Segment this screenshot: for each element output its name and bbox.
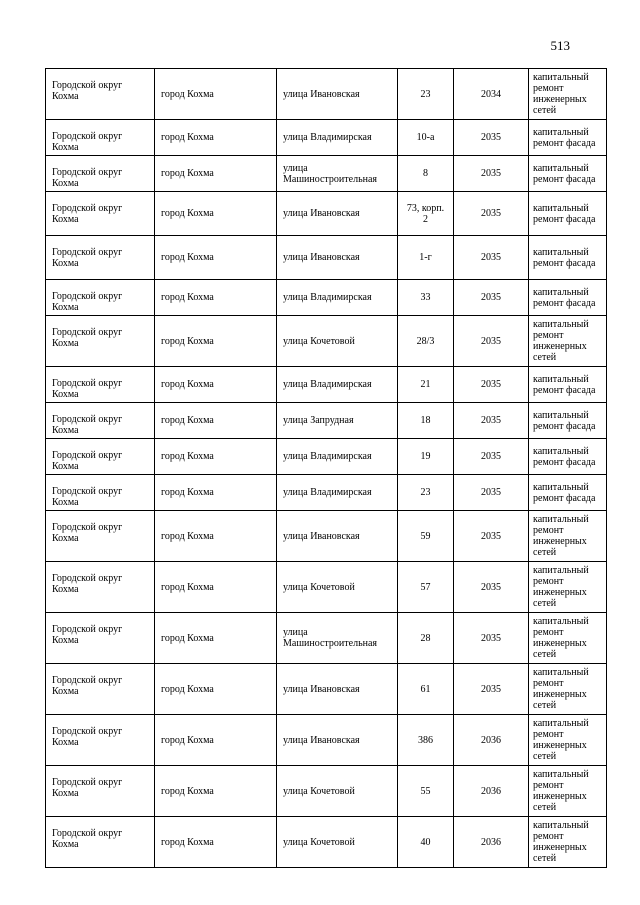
cell-region: Городской округ Кохма bbox=[46, 562, 155, 613]
cell-year: 2035 bbox=[454, 403, 529, 439]
cell-city: город Кохма bbox=[155, 766, 277, 817]
table-row bbox=[46, 511, 607, 562]
cell-street: улица Кочетовой bbox=[277, 316, 398, 367]
cell-house-number: 28/3 bbox=[398, 316, 454, 367]
cell-street: улица Кочетовой bbox=[277, 766, 398, 817]
cell-house-number: 18 bbox=[398, 403, 454, 439]
cell-work-type: капитальный ремонт фасада bbox=[529, 120, 607, 156]
cell-house-number: 23 bbox=[398, 69, 454, 120]
table-row bbox=[46, 439, 607, 475]
cell-city: город Кохма bbox=[155, 280, 277, 316]
cell-year: 2035 bbox=[454, 475, 529, 511]
cell-region: Городской округ Кохма bbox=[46, 613, 155, 664]
cell-street: улица Кочетовой bbox=[277, 562, 398, 613]
cell-work-type: капитальный ремонт инженерных сетей bbox=[529, 511, 607, 562]
cell-house-number: 61 bbox=[398, 664, 454, 715]
cell-city: город Кохма bbox=[155, 156, 277, 192]
table-row bbox=[46, 766, 607, 817]
cell-house-number: 59 bbox=[398, 511, 454, 562]
cell-city: город Кохма bbox=[155, 817, 277, 868]
cell-region: Городской округ Кохма bbox=[46, 817, 155, 868]
cell-house-number: 57 bbox=[398, 562, 454, 613]
cell-work-type: капитальный ремонт фасада bbox=[529, 156, 607, 192]
cell-house-number: 8 bbox=[398, 156, 454, 192]
table-row bbox=[46, 613, 607, 664]
cell-region: Городской округ Кохма bbox=[46, 511, 155, 562]
cell-region: Городской округ Кохма bbox=[46, 69, 155, 120]
table-row bbox=[46, 715, 607, 766]
cell-street: улица Ивановская bbox=[277, 192, 398, 236]
cell-region: Городской округ Кохма bbox=[46, 192, 155, 236]
cell-year: 2036 bbox=[454, 715, 529, 766]
cell-year: 2035 bbox=[454, 236, 529, 280]
cell-year: 2035 bbox=[454, 280, 529, 316]
cell-city: город Кохма bbox=[155, 439, 277, 475]
cell-region: Городской округ Кохма bbox=[46, 280, 155, 316]
repair-schedule-table bbox=[45, 68, 607, 868]
cell-street: улица Ивановская bbox=[277, 511, 398, 562]
cell-year: 2036 bbox=[454, 766, 529, 817]
cell-year: 2036 bbox=[454, 817, 529, 868]
cell-work-type: капитальный ремонт фасада bbox=[529, 192, 607, 236]
cell-year: 2035 bbox=[454, 120, 529, 156]
table-row bbox=[46, 367, 607, 403]
table-row bbox=[46, 817, 607, 868]
cell-work-type: капитальный ремонт фасада bbox=[529, 403, 607, 439]
cell-street: улица Запрудная bbox=[277, 403, 398, 439]
cell-house-number: 23 bbox=[398, 475, 454, 511]
cell-street: улица Ивановская bbox=[277, 236, 398, 280]
cell-house-number: 1-г bbox=[398, 236, 454, 280]
cell-region: Городской округ Кохма bbox=[46, 766, 155, 817]
cell-house-number: 19 bbox=[398, 439, 454, 475]
cell-work-type: капитальный ремонт инженерных сетей bbox=[529, 562, 607, 613]
cell-street: улица Кочетовой bbox=[277, 817, 398, 868]
cell-year: 2035 bbox=[454, 192, 529, 236]
cell-year: 2035 bbox=[454, 562, 529, 613]
cell-region: Городской округ Кохма bbox=[46, 403, 155, 439]
cell-city: город Кохма bbox=[155, 316, 277, 367]
page-number: 513 bbox=[550, 38, 570, 53]
cell-street: улица Владимирская bbox=[277, 280, 398, 316]
cell-work-type: капитальный ремонт инженерных сетей bbox=[529, 69, 607, 120]
cell-street: улица Ивановская bbox=[277, 69, 398, 120]
cell-city: город Кохма bbox=[155, 120, 277, 156]
cell-work-type: капитальный ремонт инженерных сетей bbox=[529, 715, 607, 766]
cell-street: улица Машиностроительная bbox=[277, 156, 398, 192]
cell-street: улица Ивановская bbox=[277, 715, 398, 766]
table-row bbox=[46, 475, 607, 511]
cell-city: город Кохма bbox=[155, 664, 277, 715]
cell-work-type: капитальный ремонт фасада bbox=[529, 280, 607, 316]
cell-street: улица Владимирская bbox=[277, 475, 398, 511]
cell-house-number: 10-а bbox=[398, 120, 454, 156]
cell-work-type: капитальный ремонт фасада bbox=[529, 367, 607, 403]
cell-work-type: капитальный ремонт инженерных сетей bbox=[529, 613, 607, 664]
cell-city: город Кохма bbox=[155, 562, 277, 613]
cell-year: 2035 bbox=[454, 511, 529, 562]
cell-region: Городской округ Кохма bbox=[46, 664, 155, 715]
cell-work-type: капитальный ремонт инженерных сетей bbox=[529, 316, 607, 367]
cell-city: город Кохма bbox=[155, 367, 277, 403]
table-row bbox=[46, 316, 607, 367]
cell-region: Городской округ Кохма bbox=[46, 120, 155, 156]
table-row bbox=[46, 403, 607, 439]
cell-house-number: 73, корп. 2 bbox=[398, 192, 454, 236]
cell-street: улица Машиностроительная bbox=[277, 613, 398, 664]
cell-city: город Кохма bbox=[155, 715, 277, 766]
cell-region: Городской округ Кохма bbox=[46, 475, 155, 511]
table-row bbox=[46, 562, 607, 613]
cell-region: Городской округ Кохма bbox=[46, 439, 155, 475]
cell-region: Городской округ Кохма bbox=[46, 367, 155, 403]
cell-house-number: 33 bbox=[398, 280, 454, 316]
cell-work-type: капитальный ремонт фасада bbox=[529, 475, 607, 511]
cell-year: 2035 bbox=[454, 316, 529, 367]
table-row bbox=[46, 156, 607, 192]
cell-city: город Кохма bbox=[155, 236, 277, 280]
table-row bbox=[46, 192, 607, 236]
cell-region: Городской округ Кохма bbox=[46, 715, 155, 766]
table-row bbox=[46, 280, 607, 316]
cell-city: город Кохма bbox=[155, 403, 277, 439]
cell-city: город Кохма bbox=[155, 511, 277, 562]
cell-region: Городской округ Кохма bbox=[46, 236, 155, 280]
cell-house-number: 55 bbox=[398, 766, 454, 817]
cell-work-type: капитальный ремонт инженерных сетей bbox=[529, 766, 607, 817]
cell-region: Городской округ Кохма bbox=[46, 316, 155, 367]
cell-city: город Кохма bbox=[155, 69, 277, 120]
cell-street: улица Владимирская bbox=[277, 120, 398, 156]
cell-street: улица Владимирская bbox=[277, 367, 398, 403]
cell-work-type: капитальный ремонт инженерных сетей bbox=[529, 664, 607, 715]
table-row bbox=[46, 664, 607, 715]
cell-house-number: 40 bbox=[398, 817, 454, 868]
table-row bbox=[46, 120, 607, 156]
cell-region: Городской округ Кохма bbox=[46, 156, 155, 192]
cell-house-number: 28 bbox=[398, 613, 454, 664]
cell-house-number: 21 bbox=[398, 367, 454, 403]
cell-street: улица Ивановская bbox=[277, 664, 398, 715]
cell-year: 2035 bbox=[454, 367, 529, 403]
cell-work-type: капитальный ремонт фасада bbox=[529, 439, 607, 475]
cell-year: 2035 bbox=[454, 439, 529, 475]
cell-city: город Кохма bbox=[155, 475, 277, 511]
cell-house-number: 386 bbox=[398, 715, 454, 766]
cell-year: 2035 bbox=[454, 613, 529, 664]
cell-year: 2035 bbox=[454, 664, 529, 715]
cell-street: улица Владимирская bbox=[277, 439, 398, 475]
cell-year: 2035 bbox=[454, 156, 529, 192]
cell-city: город Кохма bbox=[155, 192, 277, 236]
table-row bbox=[46, 236, 607, 280]
cell-work-type: капитальный ремонт фасада bbox=[529, 236, 607, 280]
cell-year: 2034 bbox=[454, 69, 529, 120]
table-row bbox=[46, 69, 607, 120]
cell-work-type: капитальный ремонт инженерных сетей bbox=[529, 817, 607, 868]
cell-city: город Кохма bbox=[155, 613, 277, 664]
